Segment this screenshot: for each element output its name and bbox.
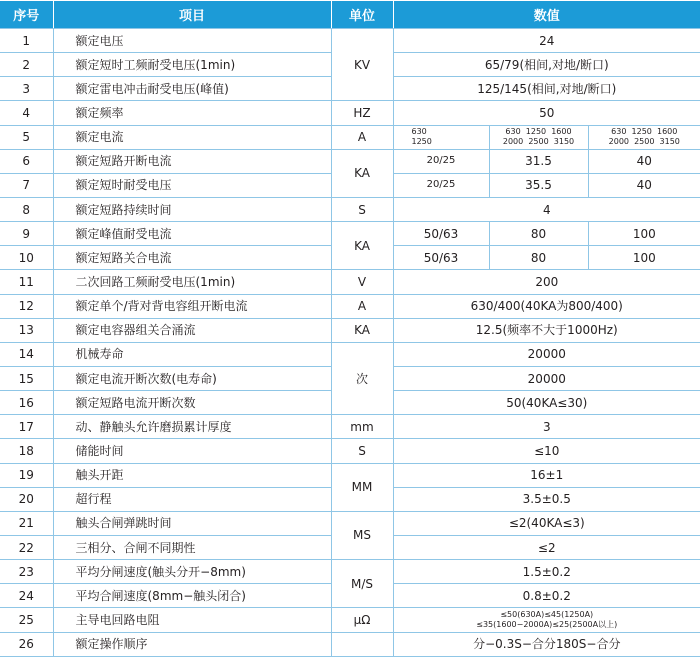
row-value: 24 xyxy=(393,29,700,53)
row-unit: S xyxy=(331,439,393,463)
row-unit: KA xyxy=(331,318,393,342)
table-row xyxy=(0,29,700,53)
row-item: 额定短时耐受电压 xyxy=(53,173,331,197)
row-no: 7 xyxy=(0,173,53,197)
row-item: 额定电压 xyxy=(53,29,331,53)
table-row xyxy=(0,101,700,125)
header-row xyxy=(0,1,700,29)
row-no: 5 xyxy=(0,125,53,149)
row-value: 50(40KA≤30) xyxy=(393,391,700,415)
row-no: 26 xyxy=(0,632,53,656)
row-value: ≤2 xyxy=(393,535,700,559)
row-value: 31.5 xyxy=(489,149,588,173)
row-item: 额定短路开断电流 xyxy=(53,149,331,173)
row-item: 额定短时工频耐受电压(1min) xyxy=(53,53,331,77)
row-value: 3 xyxy=(393,415,700,439)
header-item: 项目 xyxy=(53,1,331,29)
row-value: 20000 xyxy=(393,342,700,366)
row-item: 触头开距 xyxy=(53,463,331,487)
row-no: 3 xyxy=(0,77,53,101)
row-value: 12.5(频率不大于1000Hz) xyxy=(393,318,700,342)
table-row xyxy=(0,342,700,366)
row-no: 9 xyxy=(0,222,53,246)
row-unit: μΩ xyxy=(331,608,393,632)
row-value: 40 xyxy=(588,173,700,197)
row-value: 100 xyxy=(588,222,700,246)
row-value: 1.5±0.2 xyxy=(393,560,700,584)
row-item: 机械寿命 xyxy=(53,342,331,366)
row-value: 20/25 xyxy=(393,173,489,197)
row-no: 6 xyxy=(0,149,53,173)
table-row xyxy=(0,560,700,584)
table-row xyxy=(0,222,700,246)
row-unit: KA xyxy=(331,149,393,197)
row-no: 22 xyxy=(0,535,53,559)
row-item: 超行程 xyxy=(53,487,331,511)
row-item: 额定单个/背对背电容组开断电流 xyxy=(53,294,331,318)
row-value: 20000 xyxy=(393,366,700,390)
row-value: 100 xyxy=(588,246,700,270)
table-row xyxy=(0,632,700,656)
row-unit: A xyxy=(331,125,393,149)
row-item: 额定电流 xyxy=(53,125,331,149)
header-value: 数值 xyxy=(393,1,700,29)
row-item: 储能时间 xyxy=(53,439,331,463)
table-row xyxy=(0,511,700,535)
row-no: 12 xyxy=(0,294,53,318)
row-item: 触头合闸弹跳时间 xyxy=(53,511,331,535)
row-no: 24 xyxy=(0,584,53,608)
row-value: 4 xyxy=(393,197,700,221)
row-unit: MM xyxy=(331,463,393,511)
row-item: 额定峰值耐受电流 xyxy=(53,222,331,246)
row-no: 1 xyxy=(0,29,53,53)
row-item: 额定操作顺序 xyxy=(53,632,331,656)
row-value: ≤50(630A)≤45(1250A) ≤35(1600−2000A)≤25(2500A以上) xyxy=(393,608,700,632)
row-unit: M/S xyxy=(331,560,393,608)
row-value: 0.8±0.2 xyxy=(393,584,700,608)
table-row xyxy=(0,197,700,221)
table-row xyxy=(0,415,700,439)
row-unit: V xyxy=(331,270,393,294)
row-no: 4 xyxy=(0,101,53,125)
row-unit: A xyxy=(331,294,393,318)
row-value: 630 1250 1600 2000 2500 3150 xyxy=(588,125,700,149)
row-value: 125/145(相间,对地/断口) xyxy=(393,77,700,101)
row-no: 14 xyxy=(0,342,53,366)
row-no: 25 xyxy=(0,608,53,632)
row-value: 630 1250 1600 2000 2500 3150 xyxy=(489,125,588,149)
row-value: 50/63 xyxy=(393,222,489,246)
row-unit: S xyxy=(331,197,393,221)
row-no: 16 xyxy=(0,391,53,415)
table-row xyxy=(0,125,700,149)
row-no: 13 xyxy=(0,318,53,342)
row-value: 20/25 xyxy=(393,149,489,173)
row-value: 40 xyxy=(588,149,700,173)
row-no: 2 xyxy=(0,53,53,77)
row-unit: HZ xyxy=(331,101,393,125)
row-item: 额定短路关合电流 xyxy=(53,246,331,270)
row-item: 额定频率 xyxy=(53,101,331,125)
table-row xyxy=(0,294,700,318)
row-value: 16±1 xyxy=(393,463,700,487)
row-value: 50 xyxy=(393,101,700,125)
row-value: 630/400(40KA为800/400) xyxy=(393,294,700,318)
row-item: 额定短路电流开断次数 xyxy=(53,391,331,415)
row-value: 80 xyxy=(489,222,588,246)
table-row xyxy=(0,270,700,294)
row-item: 额定电容器组关合涌流 xyxy=(53,318,331,342)
row-unit: MS xyxy=(331,511,393,559)
row-item: 二次回路工频耐受电压(1min) xyxy=(53,270,331,294)
row-item: 动、静触头允许磨损累计厚度 xyxy=(53,415,331,439)
row-value: ≤10 xyxy=(393,439,700,463)
row-value: ≤2(40KA≤3) xyxy=(393,511,700,535)
row-item: 平均合闸速度(8mm−触头闭合) xyxy=(53,584,331,608)
row-item: 额定电流开断次数(电寿命) xyxy=(53,366,331,390)
row-item: 三相分、合闸不同期性 xyxy=(53,535,331,559)
row-no: 17 xyxy=(0,415,53,439)
header-unit: 单位 xyxy=(331,1,393,29)
row-unit: 次 xyxy=(331,342,393,414)
row-item: 额定短路持续时间 xyxy=(53,197,331,221)
row-no: 19 xyxy=(0,463,53,487)
row-no: 18 xyxy=(0,439,53,463)
row-value: 分−0.3S−合分180S−合分 xyxy=(393,632,700,656)
row-item: 额定雷电冲击耐受电压(峰值) xyxy=(53,77,331,101)
row-value: 3.5±0.5 xyxy=(393,487,700,511)
row-no: 20 xyxy=(0,487,53,511)
row-unit: mm xyxy=(331,415,393,439)
row-item: 主导电回路电阻 xyxy=(53,608,331,632)
table-row xyxy=(0,439,700,463)
table-row xyxy=(0,149,700,173)
row-value: 50/63 xyxy=(393,246,489,270)
row-unit xyxy=(331,632,393,656)
row-value: 35.5 xyxy=(489,173,588,197)
row-item: 平均分闸速度(触头分开−8mm) xyxy=(53,560,331,584)
row-no: 10 xyxy=(0,246,53,270)
row-no: 21 xyxy=(0,511,53,535)
table-row xyxy=(0,318,700,342)
row-value: 65/79(相间,对地/断口) xyxy=(393,53,700,77)
table-row xyxy=(0,463,700,487)
row-no: 15 xyxy=(0,366,53,390)
row-unit: KV xyxy=(331,29,393,101)
row-value: 80 xyxy=(489,246,588,270)
row-no: 11 xyxy=(0,270,53,294)
row-no: 8 xyxy=(0,197,53,221)
table-row xyxy=(0,608,700,632)
row-value: 630 1250 xyxy=(393,125,489,149)
header-no: 序号 xyxy=(0,1,53,29)
row-value: 200 xyxy=(393,270,700,294)
row-unit: KA xyxy=(331,222,393,270)
row-no: 23 xyxy=(0,560,53,584)
